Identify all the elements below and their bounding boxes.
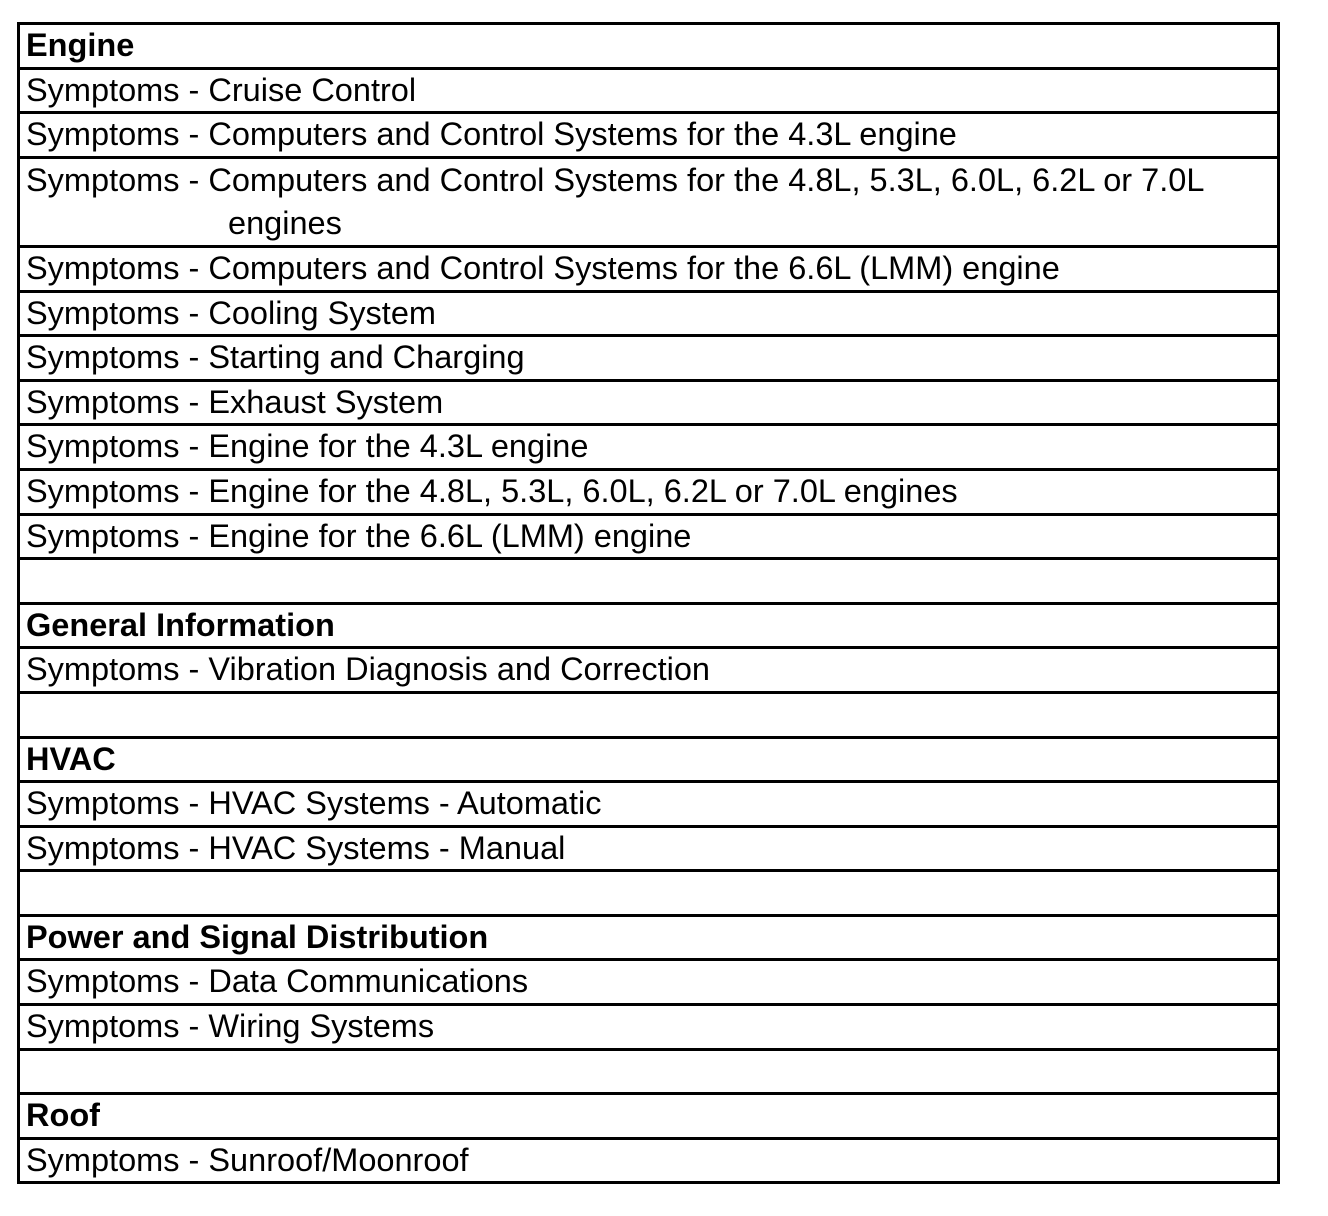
table-row-computers-4-8l-7-0l[interactable] — [20, 159, 1277, 248]
table-row-engine-4-3l[interactable]: Symptoms - Engine for the 4.3L engine — [20, 426, 1277, 471]
table-row-cooling-system[interactable]: Symptoms - Cooling System — [20, 293, 1277, 338]
section-header-power-signal: Power and Signal Distribution — [20, 917, 1277, 962]
table-row-spacer — [20, 560, 1277, 605]
table-row-vibration-diagnosis[interactable]: Symptoms - Vibration Diagnosis and Correction — [20, 649, 1277, 694]
table-row-spacer — [20, 872, 1277, 917]
table-row-cruise-control[interactable]: Symptoms - Cruise Control — [20, 70, 1277, 115]
table-row-exhaust-system[interactable]: Symptoms - Exhaust System — [20, 382, 1277, 427]
section-header-roof: Roof — [20, 1095, 1277, 1140]
table-row-wiring-systems[interactable]: Symptoms - Wiring Systems — [20, 1006, 1277, 1051]
section-header-hvac: HVAC — [20, 739, 1277, 784]
table-row-engine-4-8l-7-0l[interactable]: Symptoms - Engine for the 4.8L, 5.3L, 6.0L, 6.2L or 7.0L engines — [20, 471, 1277, 516]
table-row-sunroof-moonroof[interactable]: Symptoms - Sunroof/Moonroof — [20, 1140, 1277, 1185]
symptoms-table — [17, 22, 1280, 1184]
table-row-text: Symptoms - Computers and Control Systems for the 4.8L, 5.3L, 6.0L, 6.2L or 7.0L engines — [26, 161, 1204, 241]
table-row-data-communications[interactable]: Symptoms - Data Communications — [20, 961, 1277, 1006]
table-row-starting-charging[interactable]: Symptoms - Starting and Charging — [20, 337, 1277, 382]
table-row-hvac-manual[interactable]: Symptoms - HVAC Systems - Manual — [20, 828, 1277, 873]
section-header-engine: Engine — [20, 25, 1277, 70]
table-row-computers-4-3l[interactable]: Symptoms - Computers and Control Systems for the 4.3L engine — [20, 114, 1277, 159]
section-header-general-information: General Information — [20, 605, 1277, 650]
table-row-engine-6-6l[interactable]: Symptoms - Engine for the 6.6L (LMM) engine — [20, 516, 1277, 561]
table-row-hvac-automatic[interactable]: Symptoms - HVAC Systems - Automatic — [20, 783, 1277, 828]
table-row-computers-6-6l[interactable]: Symptoms - Computers and Control Systems for the 6.6L (LMM) engine — [20, 248, 1277, 293]
table-row-spacer — [20, 694, 1277, 739]
table-row-spacer — [20, 1051, 1277, 1096]
